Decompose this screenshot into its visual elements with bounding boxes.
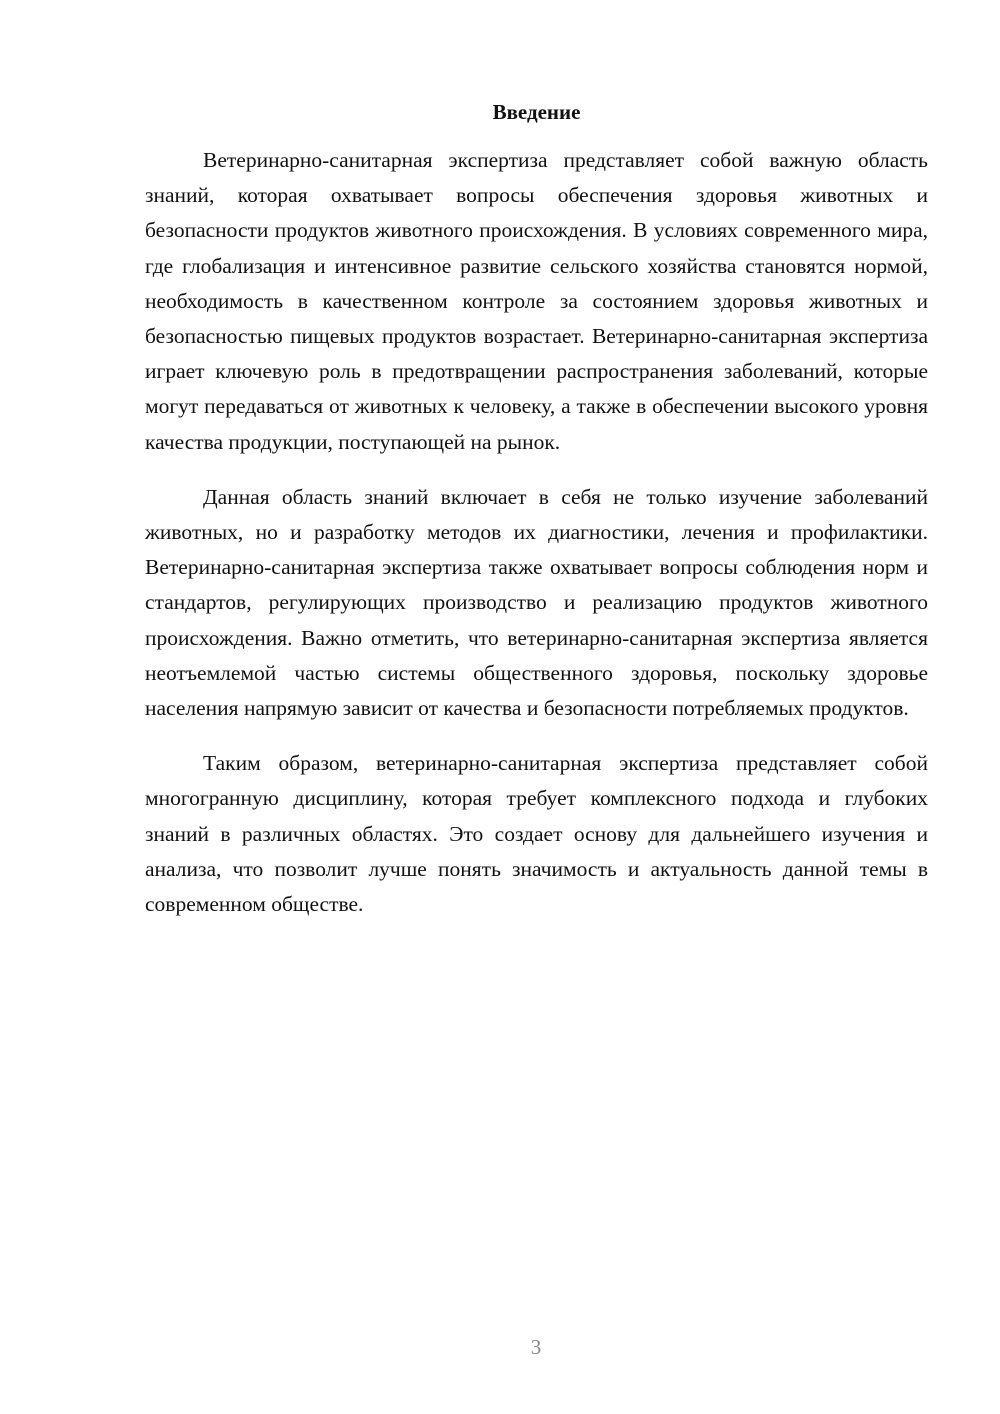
body-text: [145, 143, 928, 922]
paragraph-3: Таким образом, ветеринарно-санитарная экспертиза представляет собой многогранную дисциплину, которая требует комплексного подхода и глубоких знаний в различных областях. Это создает основу для дальнейшего изучения и анализа, что позволит лучше понять значимость и актуальность данной темы в современном обществе.: [145, 751, 928, 917]
paragraph-2: Данная область знаний включает в себя не только изучение заболеваний животных, но и разработку методов их диагностики, лечения и профилактики. Ветеринарно-санитарная экспертиза также охватывает вопросы соблюдения норм и стандартов, регулирующих производство и реализацию продуктов животного происхождения. Важно отметить, что ветеринарно-санитарная экспертиза является неотъемлемой частью системы общественного здоровья, поскольку здоровье населения напрямую зависит от качества и безопасности потребляемых продуктов.: [145, 484, 928, 721]
page-number: 3: [530, 1335, 542, 1359]
paragraph-1: Ветеринарно-санитарная экспертиза представляет собой важную область знаний, которая охватывает вопросы обеспечения здоровья животных и безопасности продуктов животного происхождения. В условиях современного мира, где глобализация и интенсивное развитие сельского хозяйства становятся нормой, необходимость в качественном контроле за состоянием здоровья животных и безопасностью пищевых продуктов возрастает. Ветеринарно-санитарная экспертиза играет ключевую роль в предотвращении распространения заболеваний, которые могут передаваться от животных к человеку, а также в обеспечении высокого уровня качества продукции, поступающей на рынок.: [145, 148, 928, 454]
section-heading: Введение: [492, 100, 581, 124]
